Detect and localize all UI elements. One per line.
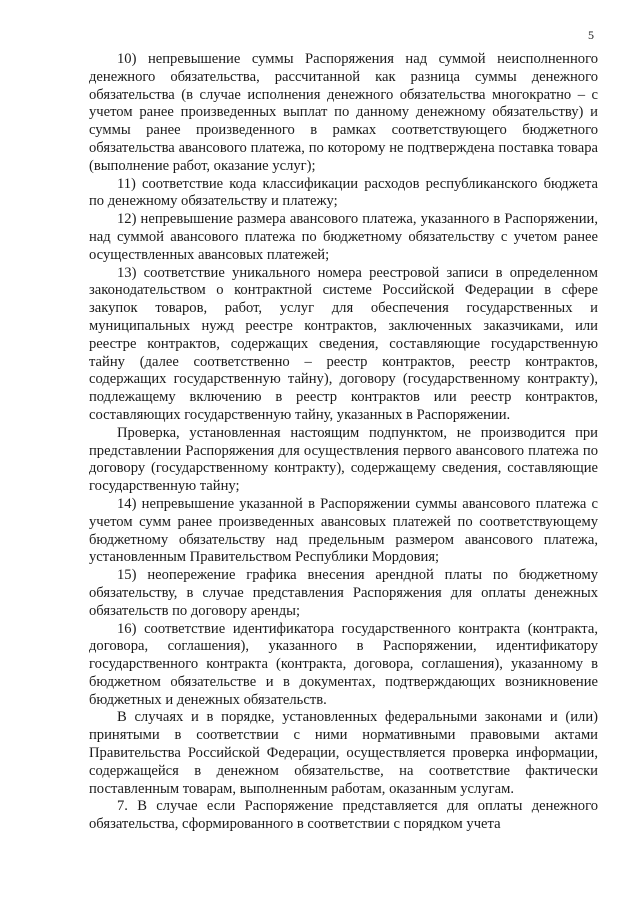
- paragraph-item-10: 10) непревышение суммы Распоряжения над суммой неисполненного денежного обязательства, рассчитанной как разница суммы денежного обязательства (в случае исполнения денежного обязательства многократно – с учетом ранее произведенных выплат по данному денежному обязательству) и суммы ранее произведенного в рамках соответствующего бюджетного обязательства авансового платежа, по которому не подтверждена поставка товара (выполнение работ, оказание услуг);: [89, 51, 598, 174]
- paragraph-check-note: Проверка, установленная настоящим подпунктом, не производится при представлении Распоряжения для осуществления первого авансового платежа по договору (государственному контракту), содержащему сведения, составляющие государственную тайну;: [89, 424, 598, 495]
- paragraph-item-14: 14) непревышение указанной в Распоряжении суммы авансового платежа с учетом сумм ранее произведенных авансовых платежей по соответствующему бюджетному обязательству над предельным размером авансового платежа, установленным Правительством Республики Мордовия;: [89, 495, 598, 566]
- paragraph-federal-check: В случаях и в порядке, установленных федеральными законами и (или) принятыми в соответствии с ними нормативными правовыми актами Правительства Российской Федерации, осуществляется проверка информации, содержащейся в денежном обязательстве, на соответствие фактически поставленным товарам, выполненным работам, оказанным услугам.: [89, 709, 598, 797]
- page-number: 5: [588, 28, 594, 42]
- document-body: [89, 51, 598, 834]
- paragraph-item-11: 11) соответствие кода классификации расходов республиканского бюджета по денежному обязательству и платежу;: [89, 175, 598, 210]
- paragraph-item-16: 16) соответствие идентификатора государственного контракта (контракта, договора, соглашения), указанного в Распоряжении, идентификатору государственного контракта (контракта, договора, соглашения), указанному в бюджетном обязательстве и в документах, подтверждающих возникновение бюджетных и денежных обязательств.: [89, 620, 598, 708]
- paragraph-section-7: 7. В случае если Распоряжение представляется для оплаты денежного обязательства, сформированного в соответствии с порядком учета: [89, 798, 598, 833]
- paragraph-item-15: 15) неопережение графика внесения арендной платы по бюджетному обязательству, в случае представления Распоряжения для оплаты денежных обязательств по договору аренды;: [89, 567, 598, 619]
- paragraph-item-13: 13) соответствие уникального номера реестровой записи в определенном законодательством о контрактной системе Российской Федерации в сфере закупок товаров, работ, услуг для обеспечения государственных и муниципальных нужд реестре контрактов, заключенных заказчиками, или реестре контрактов, содержащих сведения, составляющие государственную тайну (далее соответственно – реестр контрактов, реестр контрактов, содержащих государственную тайну), договору (государственному контракту), подлежащему включению в реестр контрактов или реестр контрактов, составляющих государственную тайну, указанных в Распоряжении.: [89, 264, 598, 423]
- paragraph-item-12: 12) непревышение размера авансового платежа, указанного в Распоряжении, над суммой авансового платежа по бюджетному обязательству с учетом ранее осуществленных авансовых платежей;: [89, 211, 598, 263]
